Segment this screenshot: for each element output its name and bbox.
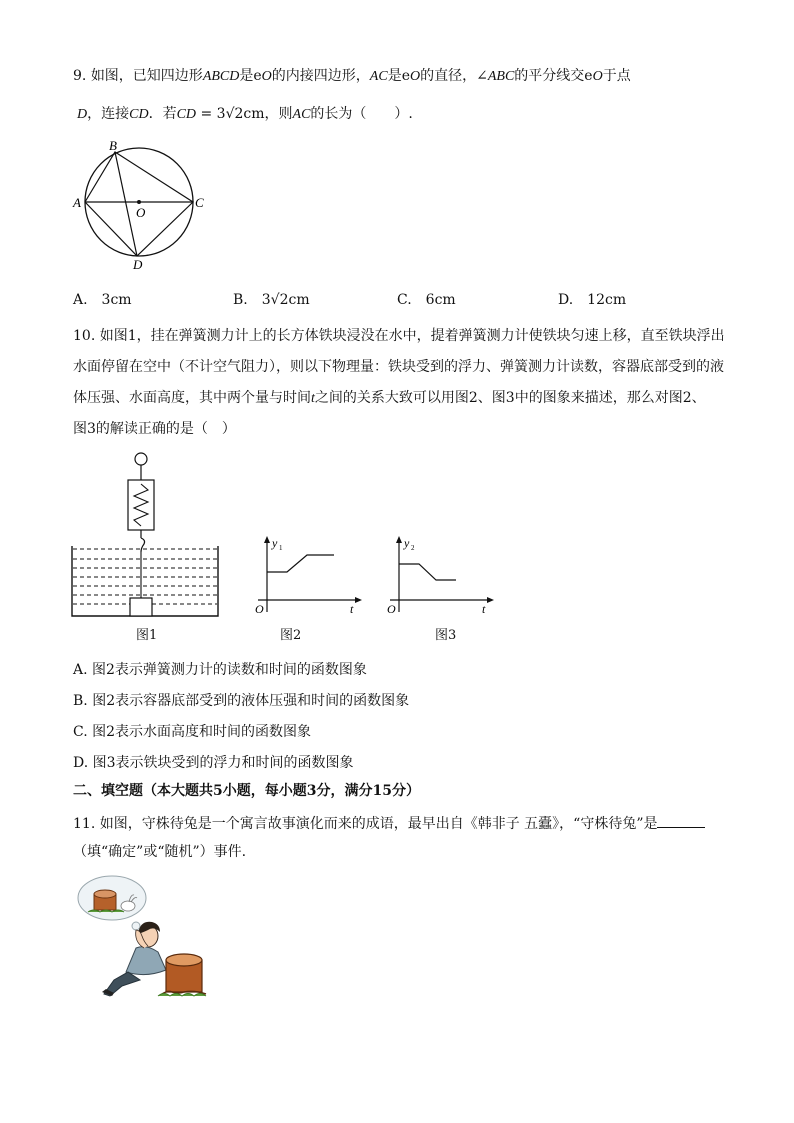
label-b: B [109,138,117,153]
fig3-y-sub: 2 [411,544,415,552]
fig2-y-arrow [264,536,270,543]
fig2-t-label: t [350,602,354,616]
fig3-curve [399,564,456,580]
label-a: A [73,195,81,210]
fig3-y-label: y [404,536,410,550]
diagonal-bd [115,152,137,256]
q9-circle-figure [70,138,210,274]
q10-line-2: 水面停留在空中（不计空气阻力），则以下物理量：铁块受到的浮力、弹簧测力计读数，容器底部受到的液 [73,359,724,375]
rabbit-icon [121,901,135,911]
label-c: C [195,195,204,210]
fig3-y-arrow [396,536,402,543]
fig3-caption: 图3 [435,628,457,643]
section-2-heading: 二、填空题（本大题共5小题，每小题3分，满分15分） [73,783,420,799]
label-o: O [136,205,146,220]
fig2-y-label: y [272,536,278,550]
q10-figure-2-graph [250,532,370,616]
fig2-curve [267,555,334,572]
q10-line-3: 体压强、水面高度，其中两个量与时间t之间的关系大致可以用图2、图3中的图象来描述，那么对图2、 [73,390,706,406]
q9-line-1: 9. 如图，已知四边形ABCD是eO的内接四边形，AC是eO的直径，∠ABC的平分线交eO于点 [73,68,631,84]
q10-figure-3-graph [382,532,502,616]
fig3-origin: O [387,602,396,616]
ground-grass [158,994,206,997]
q9-option-c[interactable]: C. 6cm [397,292,456,308]
q10-option-d[interactable]: D. 图3表示铁块受到的浮力和时间的函数图象 [73,755,354,771]
fig2-y-sub: 1 [279,544,283,552]
answer-blank[interactable] [657,813,705,828]
man-body [126,947,166,975]
stump-top [166,954,202,966]
q11-line-1: 11. 如图，守株待兔是一个寓言故事演化而来的成语，最早出自《韩非子 五蠹》，“守株待兔”是 [73,813,705,834]
q11-illustration [74,870,218,1002]
fig3-t-label: t [482,602,486,616]
q10-line-1: 10. 如图1，挂在弹簧测力计上的长方体铁块浸没在水中，提着弹簧测力计使铁块匀速上移，直至铁块浮出 [73,328,725,344]
q10-option-b[interactable]: B. 图2表示容器底部受到的液体压强和时间的函数图象 [73,693,410,709]
bubble-stump-top [94,890,116,898]
fig3-t-arrow [487,597,494,603]
spring-icon [134,484,148,526]
q9-line-2: D，连接CD．若CD = 3√2cm，则AC的长为（ ）. [77,106,413,122]
center-point [137,200,141,204]
scale-hook-ring [135,453,147,465]
water-lines [73,549,217,604]
fig2-origin: O [255,602,264,616]
scale-hook [141,538,145,552]
q11-line-2: （填“确定”或“随机”）事件. [73,844,247,860]
bubble-dot-1 [132,922,140,930]
fig2-caption: 图2 [280,628,302,643]
q10-option-a[interactable]: A. 图2表示弹簧测力计的读数和时间的函数图象 [73,662,367,678]
fig2-t-arrow [355,597,362,603]
q9-option-a[interactable]: A. 3cm [73,292,132,308]
q10-option-c[interactable]: C. 图2表示水面高度和时间的函数图象 [73,724,312,740]
q10-line-4: 图3的解读正确的是（ ） [73,421,236,437]
q9-option-d[interactable]: D. 12cm [558,292,627,308]
label-d: D [133,257,143,272]
iron-block [130,598,152,616]
bubble-grass [88,910,124,912]
fig1-caption: 图1 [136,628,158,643]
q9-option-b[interactable]: B. 3√2cm [233,292,310,308]
q10-figure-1 [68,448,230,648]
